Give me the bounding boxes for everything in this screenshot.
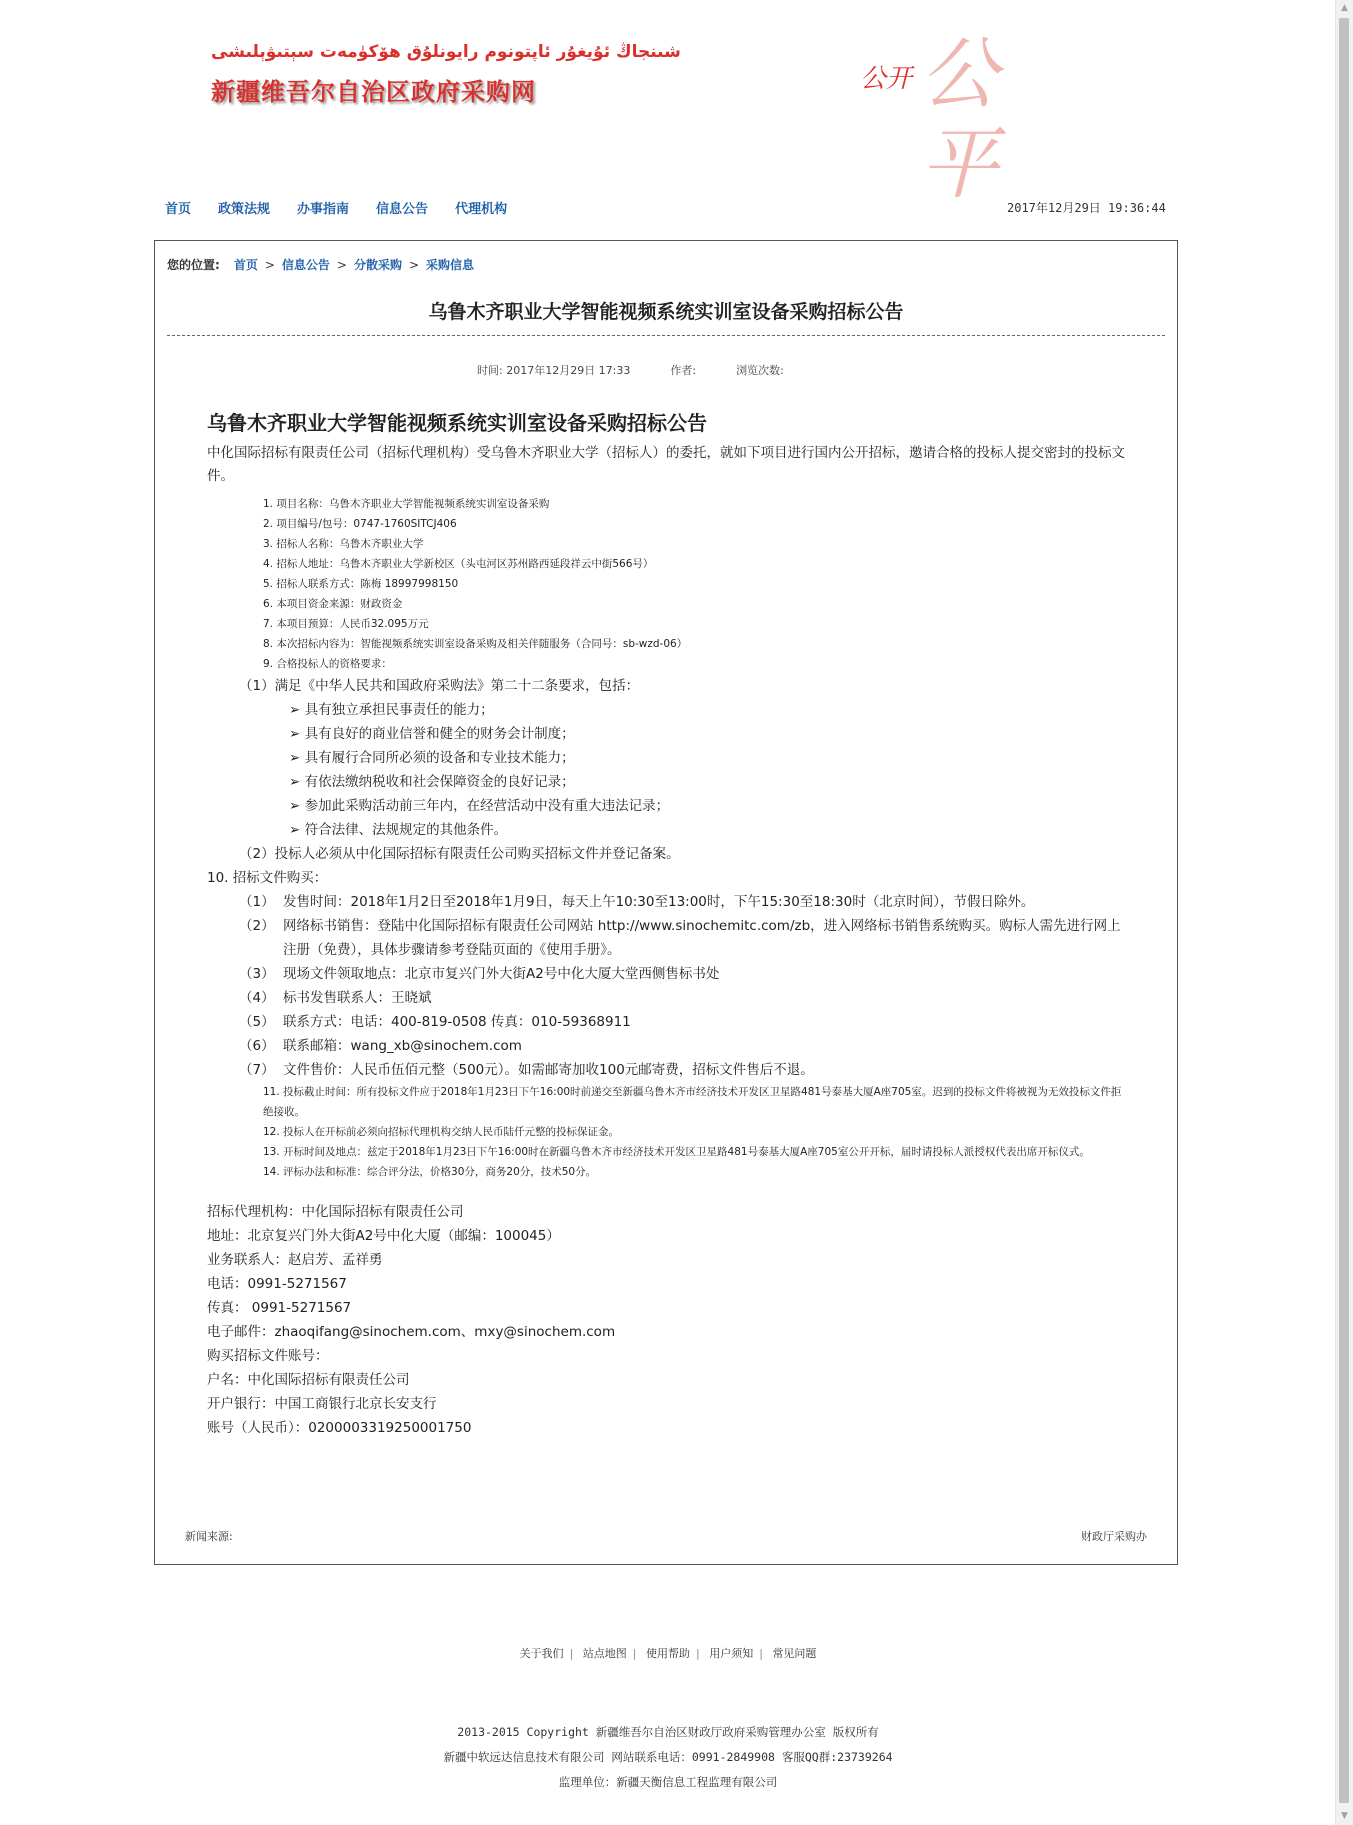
breadcrumb-home[interactable]: 首页 [233,258,258,272]
requirement-bullet: ➢ 有依法缴纳税收和社会保障资金的良好记录； [289,774,575,790]
requirement-bullet: ➢ 参加此采购活动前三年内，在经营活动中没有重大违法记录； [289,798,670,814]
footer-link-sitemap[interactable]: 站点地图 [582,1647,627,1660]
copyright-line: 2013-2015 Copyright 新疆维吾尔自治区财政厅政府采购管理办公室 版权所有 [457,1725,879,1739]
agent-line: 账号（人民币）：0200003319250001750 [207,1420,472,1436]
nav-notice[interactable]: 信息公告 [376,202,429,217]
footer-links [0,1645,1336,1661]
item-text: 发售时间：2018年1月2日至2018年1月9日，每天上午10:30至13:00时，下午15:30至18:30时（北京时间），节假日除外。 [283,894,1035,910]
footer-link-help[interactable]: 使用帮助 [646,1647,690,1660]
section-10-item [207,962,1127,986]
nav-home[interactable]: 首页 [165,202,192,217]
agent-line: 业务联系人：赵启芳、孟祥勇 [207,1252,383,1268]
item-text: 标书发售联系人：王晓斌 [283,990,432,1006]
article-intro: 中化国际招标有限责任公司（招标代理机构）受乌鲁木齐职业大学（招标人）的委托，就如下项目进行国内公开招标，邀请合格的投标人提交密封的投标文件。 [207,445,1125,484]
meta-views: 浏览次数: [736,364,784,377]
nav-agency[interactable]: 代理机构 [455,202,508,217]
slogan-small: 公开 [860,64,913,94]
slogan-big: 公平 [920,30,999,210]
breadcrumb [167,256,474,273]
footer-link-terms[interactable]: 用户须知 [709,1647,754,1660]
section-10-item [207,914,1127,962]
link-divider: | [569,1647,574,1660]
list-item: 11. 投标截止时间：所有投标文件应于2018年1月23日下午16:00时前递交至新疆乌鲁木齐市经济技术开发区卫星路481号泰基大厦A座705室。迟到的投标文件将被视为无效投标文件拒绝接收。 [263,1086,1122,1118]
list-item: 5. 招标人联系方式：陈梅 18997998150 [263,578,459,590]
item-text: 现场文件领取地点：北京市复兴门外大街A2号中化大厦大堂西侧售标书处 [283,966,720,982]
section-10-item [207,986,1127,1010]
main-nav [165,198,534,217]
requirement-bullet: ➢ 具有独立承担民事责任的能力； [289,702,494,718]
article-title: 乌鲁木齐职业大学智能视频系统实训室设备采购招标公告 [207,411,707,435]
item-number: （7） [239,1062,275,1078]
logo-uyghur-text: شىنجاڭ ئۇيغۇر ئاپتونوم رايونلۇق ھۆكۈمەت سېتىۋېلىشى [211,42,681,62]
section-10-item [207,1058,1127,1082]
site-logo[interactable]: 新疆维吾尔自治区政府采购网 [211,78,536,106]
breadcrumb-separator: > [336,257,347,272]
agent-line: 开户银行：中国工商银行北京长安支行 [207,1396,437,1412]
list-item: 14. 评标办法和标准：综合评分法，价格30分，商务20分，技术50分。 [263,1166,597,1178]
scroll-up-icon[interactable]: ▲ [1341,3,1348,13]
nav-policy[interactable]: 政策法规 [218,202,271,217]
meta-time: 时间: 2017年12月29日 17:33 [477,364,631,377]
footer-link-about[interactable]: 关于我们 [519,1647,564,1660]
item-text: 网络标书销售：登陆中化国际招标有限责任公司网站 http://www.sinochemitc.com/zb，进入网络标书销售系统购买。购标人需先进行网上注册（免费），具体步骤请参考登陆页面的《使用手册》。 [283,918,1121,958]
link-divider: | [696,1647,700,1660]
list-item: 13. 开标时间及地点：兹定于2018年1月23日下午16:00时在新疆乌鲁木齐市经济技术开发区卫星路481号泰基大厦A座705室公开开标，届时请投标人派授权代表出席开标仪式。 [263,1146,1090,1158]
breadcrumb-procurement[interactable]: 采购信息 [426,258,475,272]
scroll-down-icon[interactable]: ▼ [1341,1811,1348,1821]
department-name: 财政厅采购办 [1081,1530,1147,1543]
agent-info [207,1200,1127,1440]
copyright [0,1720,1336,1795]
list-item: 9. 合格投标人的资格要求： [263,658,392,670]
list-item: 4. 招标人地址：乌鲁木齐职业大学新校区（头屯河区苏州路西延段祥云中街566号） [263,558,654,570]
list-item: 7. 本项目预算：人民币32.095万元 [263,618,429,630]
breadcrumb-separator: > [264,257,275,272]
item-number: （6） [239,1038,275,1054]
breadcrumb-separator: > [408,257,420,272]
breadcrumb-notice[interactable]: 信息公告 [281,258,330,272]
link-divider: | [632,1647,637,1660]
item-number: （2） [239,918,275,934]
list-item: 12. 投标人在开标前必须向招标代理机构交纳人民币陆仟元整的投标保证金。 [263,1126,620,1138]
requirement-bullet: ➢ 具有履行合同所必须的设备和专业技术能力； [289,750,575,766]
section-10-item [207,1034,1127,1058]
vertical-scrollbar[interactable] [1335,0,1353,1825]
breadcrumb-decentralized[interactable]: 分散采购 [353,258,402,272]
item-number: （5） [239,1014,275,1030]
content-panel [154,240,1178,1565]
section-10-item [207,890,1127,914]
requirement-bullet: ➢ 具有良好的商业信誉和健全的财务会计制度； [289,726,575,742]
breadcrumb-label: 您的位置: [167,258,220,272]
agent-line: 购买招标文件账号： [207,1348,329,1364]
item-text: 文件售价：人民币伍佰元整（500元）。如需邮寄加收100元邮寄费，招标文件售后不退。 [283,1062,814,1078]
item-text: 联系方式：电话：400-819-0508 传真：010-59368911 [283,1014,631,1030]
article-meta [477,362,824,378]
item-number: （3） [239,966,275,982]
agent-line: 传真： 0991-5271567 [207,1300,352,1316]
list-item: 2. 项目编号/包号：0747-1760SITCJ406 [263,518,457,530]
agent-line: 地址：北京复兴门外大街A2号中化大厦（邮编：100045） [207,1228,560,1244]
slogan-graphic [860,30,1030,210]
news-source: 新闻来源: [185,1530,233,1543]
list-item: 1. 项目名称：乌鲁木齐职业大学智能视频系统实训室设备采购 [263,498,550,510]
copyright-line: 监理单位：新疆天衡信息工程监理有限公司 [558,1775,778,1789]
title-divider [167,335,1165,336]
meta-author: 作者: [670,364,697,377]
list-item: 3. 招标人名称：乌鲁木齐职业大学 [263,538,424,550]
article-body [207,407,1127,1440]
list-item: 6. 本项目资金来源：财政资金 [263,598,403,610]
agent-line: 电话：0991-5271567 [207,1276,347,1292]
agent-line: 户名：中化国际招标有限责任公司 [207,1372,410,1388]
item-number: （4） [239,990,275,1006]
section-10-item [207,1010,1127,1034]
item-number: （1） [239,894,275,910]
page-title: 乌鲁木齐职业大学智能视频系统实训室设备采购招标公告 [428,301,904,323]
section-10-heading: 10. 招标文件购买： [207,870,328,886]
link-divider: | [759,1647,763,1660]
item-text: 联系邮箱：wang_xb@sinochem.com [283,1038,522,1054]
nav-guide[interactable]: 办事指南 [297,202,350,217]
copyright-line: 新疆中软远达信息技术有限公司 网站联系电话：0991-2849908 客服QQ群:23739264 [443,1750,893,1764]
current-datetime: 2017年12月29日 19:36:44 [1007,201,1166,215]
scrollbar-thumb[interactable] [1339,18,1349,1803]
agent-line: 招标代理机构：中化国际招标有限责任公司 [207,1204,464,1220]
list-item: 8. 本次招标内容为：智能视频系统实训室设备采购及相关伴随服务（合同号：sb-wzd-06） [263,638,688,650]
agent-line: 电子邮件：zhaoqifang@sinochem.com、mxy@sinochem.com [207,1324,616,1340]
requirement-bullet: ➢ 符合法律、法规规定的其他条件。 [289,822,508,838]
requirement-2: （2）投标人必须从中化国际招标有限责任公司购买招标文件并登记备案。 [239,846,680,862]
requirement-1: （1）满足《中华人民共和国政府采购法》第二十二条要求，包括： [239,678,640,694]
footer-link-faq[interactable]: 常见问题 [772,1647,817,1660]
